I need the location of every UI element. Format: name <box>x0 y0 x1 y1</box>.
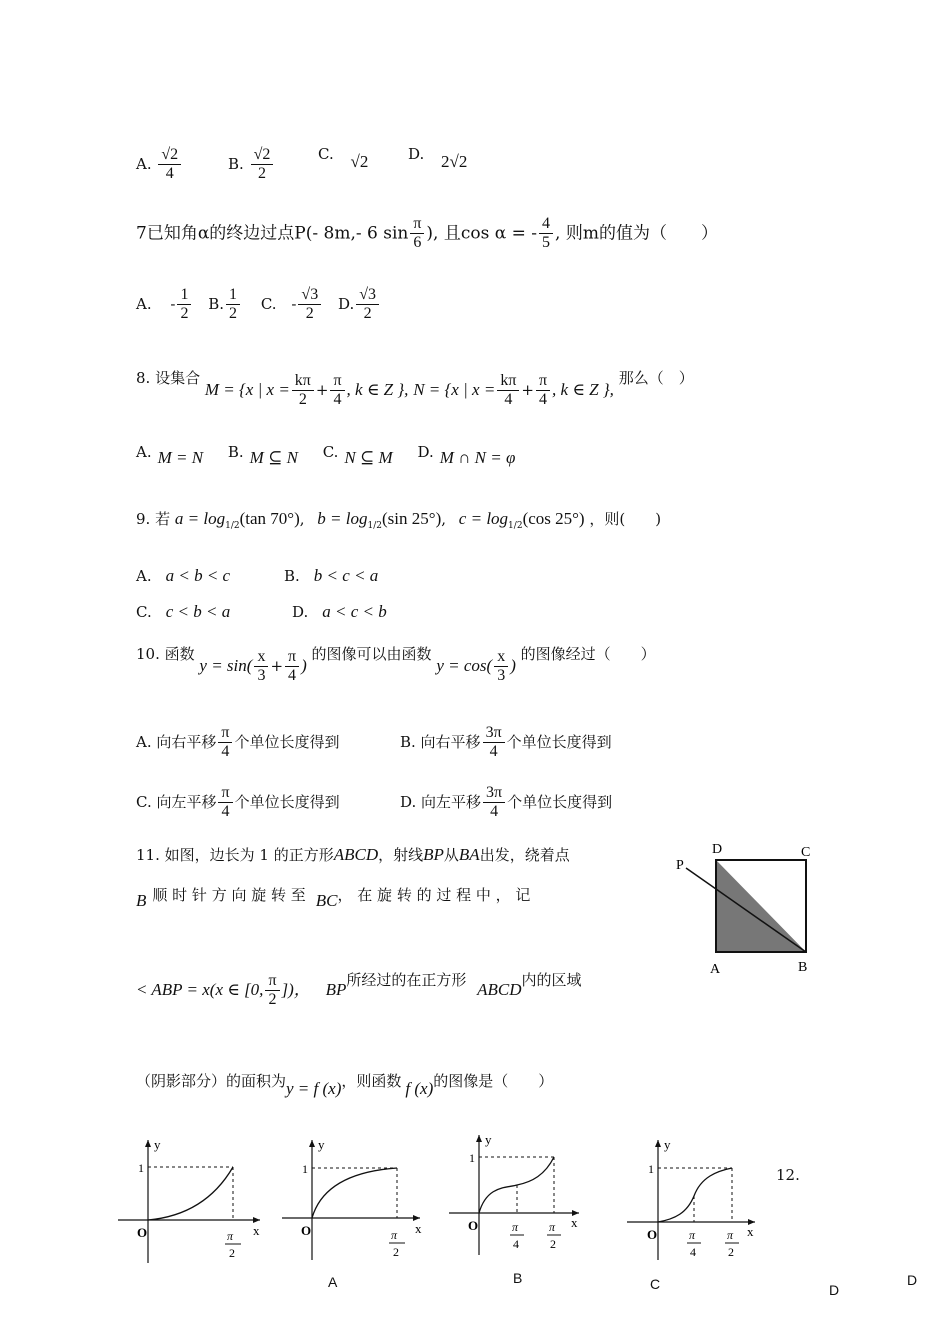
q10-option-b: B. 向右平移 $\frac{3\pi}{4}$ 个单位长度得到 <box>400 724 612 761</box>
svg-text:x: x <box>253 1223 260 1238</box>
q9-option-d: D. a < c < b <box>292 602 387 621</box>
fraction: $\frac{√2}{4}$ <box>158 146 181 184</box>
option-label: A. <box>136 154 152 173</box>
question-8: 8. 设集合 M = {x | x = $\frac{k\pi}{2}$ + $\frac{\pi}{4}$ , k ∈ Z }, N = {x | x = $\frac{k\pi}{4}$ + $\frac{\pi}{4}$ , k ∈ Z }, 那么（ ） <box>136 368 694 409</box>
point-p-label: P <box>676 858 684 873</box>
graph-label-d-extra: D <box>907 1272 918 1288</box>
graph-label-c: C <box>650 1276 661 1292</box>
q10-option-a: A. 向右平移 $\frac{\pi}{4}$ 个单位长度得到 <box>136 724 340 761</box>
q8-options: A. M = N B. M ⊆ N C. N ⊆ M D. M ∩ N = φ <box>136 443 516 467</box>
svg-text:y: y <box>154 1137 161 1152</box>
svg-text:2: 2 <box>229 1246 235 1260</box>
svg-text:π: π <box>689 1228 696 1242</box>
option-label: D. <box>408 145 425 163</box>
graph-option-a <box>110 1135 270 1270</box>
graph-label-a: A <box>328 1274 338 1290</box>
svg-text:O: O <box>468 1218 479 1233</box>
q11-line-4: （阴影部分）的面积为y = f (x)，则函数 f (x)的图像是（ ） <box>136 1072 554 1098</box>
svg-text:x: x <box>415 1221 422 1236</box>
curve <box>658 1168 732 1222</box>
shaded-region <box>716 860 806 952</box>
svg-text:y: y <box>318 1137 325 1152</box>
q11-square-figure <box>670 835 820 985</box>
svg-text:1: 1 <box>138 1161 144 1175</box>
graph-label-d: D <box>829 1282 840 1298</box>
q10-option-c: C. 向左平移 $\frac{\pi}{4}$ 个单位长度得到 <box>136 784 340 821</box>
svg-text:2: 2 <box>393 1245 399 1259</box>
graph-label-b: B <box>513 1270 523 1286</box>
svg-text:x: x <box>571 1215 578 1230</box>
svg-text:1: 1 <box>302 1162 308 1176</box>
point-b-label: B <box>798 960 808 975</box>
q9-option-b: B. b < c < a <box>284 566 379 585</box>
q6-option-a <box>136 146 183 184</box>
graph-option-c <box>447 1130 597 1265</box>
svg-text:y: y <box>664 1137 671 1152</box>
graph-option-d <box>625 1135 775 1270</box>
question-7: 7已知角α的终边过点P(- 8m,- 6 sin $\frac{\pi}{6}$ ), 且cos α = - $\frac{4}{5}$ , 则m的值为（ ） <box>136 215 718 252</box>
svg-text:1: 1 <box>469 1151 475 1165</box>
svg-text:O: O <box>301 1223 312 1238</box>
svg-text:1: 1 <box>648 1162 654 1176</box>
option-label: C. <box>318 145 334 163</box>
q6-option-d: D. 2√2 <box>408 145 468 171</box>
q11-line-3: < ABP = x(x ∈ [0, $\frac{\pi}{2}$ ])， BP所经过的在正方形 ABCD内的区域 <box>136 970 582 1009</box>
q11-line-1: 11. 如图，边长为 1 的正方形ABCD，射线BP从BA出发，绕着点 <box>136 845 570 864</box>
svg-text:π: π <box>227 1229 234 1243</box>
q6-option-c: C. √2 <box>318 145 369 171</box>
q11-line-2: B 顺 时 针 方 向 旋 转 至 BC， 在 旋 转 的 过 程 中 ， 记 <box>136 886 531 910</box>
question-10: 10. 函数 y = sin( $\frac{x}{3}$ + $\frac{\pi}{4}$ ) 的图像可以由函数 y = cos( $\frac{x}{3}$ ) 的图像经过（ ） <box>136 644 656 685</box>
graph-option-b <box>280 1135 430 1270</box>
q7-options: A. - $\frac{1}{2}$ B. $\frac{1}{2}$ C. - $\frac{√3}{2}$ D. $\frac{√3}{2}$ <box>136 286 381 324</box>
q10-option-d: D. 向左平移 $\frac{3\pi}{4}$ 个单位长度得到 <box>400 784 613 821</box>
q7-suffix: , 则m的值为（ ） <box>555 223 718 244</box>
svg-text:2: 2 <box>550 1237 556 1251</box>
point-d-label: D <box>712 842 723 857</box>
svg-text:π: π <box>549 1220 556 1234</box>
option-label: B. <box>228 154 244 173</box>
q7-prefix: 7已知角α的终边过点P(- 8m,- 6 sin <box>136 223 409 244</box>
curve <box>312 1168 397 1218</box>
point-c-label: C <box>801 845 811 860</box>
svg-text:x: x <box>747 1224 754 1239</box>
q9-option-c: C. c < b < a <box>136 602 231 621</box>
q9-option-a: A. a < b < c <box>136 566 231 585</box>
svg-text:O: O <box>647 1227 658 1242</box>
svg-text:O: O <box>137 1225 148 1240</box>
svg-text:4: 4 <box>690 1245 696 1259</box>
svg-text:π: π <box>391 1228 398 1242</box>
svg-text:π: π <box>727 1228 734 1242</box>
svg-text:π: π <box>512 1220 519 1234</box>
q7-mid: ), 且cos α = - <box>426 223 538 244</box>
question-12-number: 12. <box>776 1166 800 1184</box>
fraction: $\frac{√2}{2}$ <box>251 146 274 184</box>
svg-text:2: 2 <box>728 1245 734 1259</box>
question-9: 9. 若 $a = \log_{1/2}(\tan$ 70°), $b = \log_{1/2}(\sin$ 25°), $c = \log_{1/2}(\cos$ 25°) ，则( ) <box>136 509 662 531</box>
q6-option-b <box>228 146 275 184</box>
curve <box>148 1167 233 1220</box>
svg-text:y: y <box>485 1132 492 1147</box>
svg-text:4: 4 <box>513 1237 519 1251</box>
point-a-label: A <box>710 962 721 977</box>
